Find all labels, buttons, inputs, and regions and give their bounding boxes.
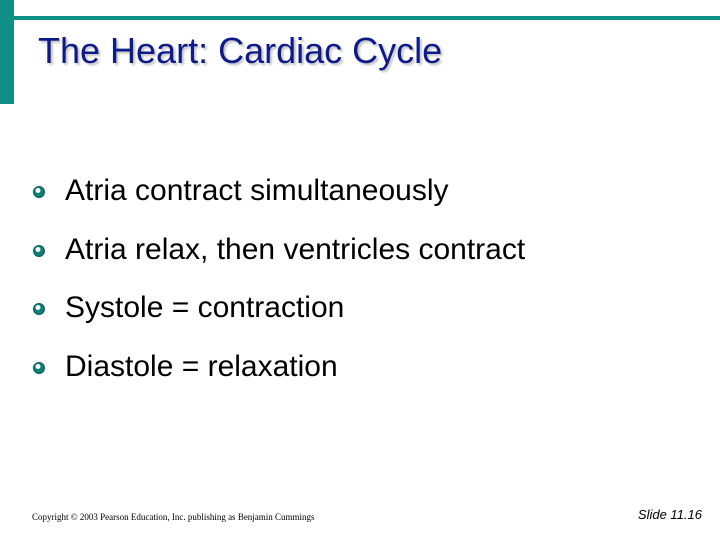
bullet-text: Diastole = relaxation [65,349,338,383]
copyright-notice: Copyright © 2003 Pearson Education, Inc. publishing as Benjamin Cummings [32,512,315,522]
top-accent-rule [14,16,720,20]
bullet-item [32,350,525,409]
round-bullet-icon [33,245,45,257]
left-accent-bar [0,0,14,104]
bullet-list [32,174,525,408]
bullet-text: Atria relax, then ventricles contract [65,232,526,266]
bullet-text: Atria contract simultaneously [65,174,449,207]
round-bullet-icon [33,186,45,198]
slide-title: The Heart: Cardiac Cycle [38,30,443,71]
slide-number: Slide 11.16 [637,507,702,522]
round-bullet-icon [33,303,45,315]
bullet-item [32,291,525,350]
bullet-item [32,233,525,292]
round-bullet-icon [33,362,45,374]
bullet-text: Systole = contraction [65,291,345,324]
bullet-item [32,174,525,233]
